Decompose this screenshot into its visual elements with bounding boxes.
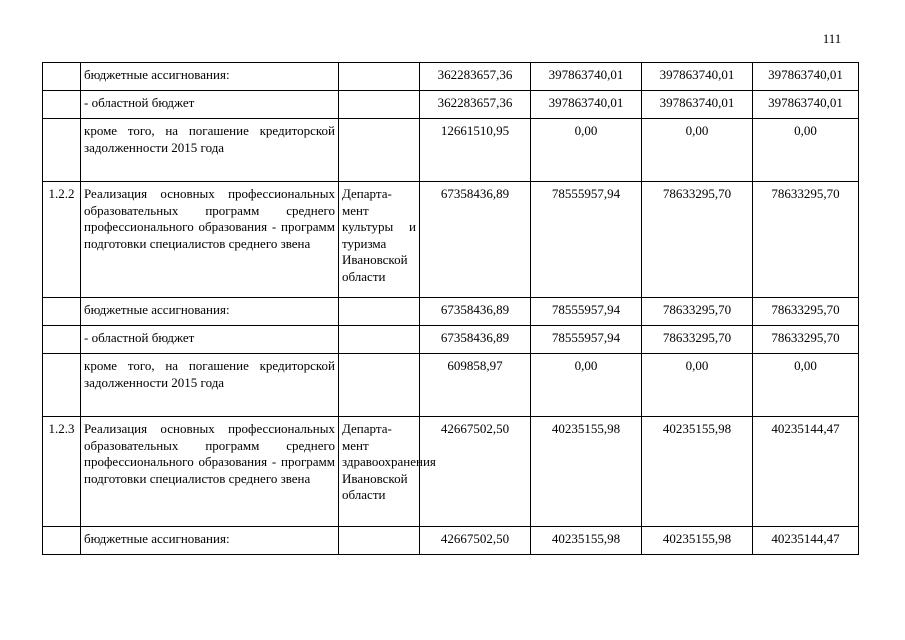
row-department <box>339 354 420 417</box>
row-code: 1.2.2 <box>43 182 81 298</box>
row-code <box>43 298 81 326</box>
table-row <box>43 182 859 298</box>
value-cell: 0,00 <box>531 354 642 417</box>
value-cell: 78555957,94 <box>531 326 642 354</box>
table-row <box>43 298 859 326</box>
value-cell: 0,00 <box>531 119 642 182</box>
row-description: бюджетные ассигнования: <box>81 63 339 91</box>
row-description: кроме того, на погашение кредиторской задолженности 2015 года <box>81 119 339 182</box>
row-code <box>43 91 81 119</box>
row-code <box>43 326 81 354</box>
budget-table <box>42 62 859 555</box>
row-description: бюджетные ассигнования: <box>81 298 339 326</box>
value-cell: 397863740,01 <box>642 91 753 119</box>
row-department <box>339 298 420 326</box>
row-description: - областной бюджет <box>81 91 339 119</box>
page-number: 111 <box>822 31 842 46</box>
value-cell: 78555957,94 <box>531 298 642 326</box>
row-department <box>339 63 420 91</box>
value-cell: 67358436,89 <box>420 182 531 298</box>
row-description: Реализация основных профессиональных образовательных программ среднего профессионального образования - программ подготовки специалистов среднего звена <box>81 417 339 527</box>
value-cell: 78633295,70 <box>642 298 753 326</box>
value-cell: 40235155,98 <box>642 527 753 555</box>
value-cell: 40235155,98 <box>531 527 642 555</box>
value-cell: 67358436,89 <box>420 326 531 354</box>
value-cell: 40235144,47 <box>753 527 859 555</box>
value-cell: 0,00 <box>642 119 753 182</box>
value-cell: 0,00 <box>753 354 859 417</box>
row-description: кроме того, на погашение кредиторской задолженности 2015 года <box>81 354 339 417</box>
row-description: Реализация основных профессиональных образовательных программ среднего профессионального образования - программ подготовки специалистов среднего звена <box>81 182 339 298</box>
value-cell: 40235155,98 <box>642 417 753 527</box>
value-cell: 397863740,01 <box>753 63 859 91</box>
value-cell: 78633295,70 <box>753 298 859 326</box>
table-row <box>43 91 859 119</box>
value-cell: 42667502,50 <box>420 527 531 555</box>
value-cell: 397863740,01 <box>753 91 859 119</box>
value-cell: 397863740,01 <box>531 63 642 91</box>
row-code: 1.2.3 <box>43 417 81 527</box>
table-row <box>43 119 859 182</box>
table-row <box>43 527 859 555</box>
row-code <box>43 354 81 417</box>
value-cell: 78633295,70 <box>642 182 753 298</box>
value-cell: 0,00 <box>753 119 859 182</box>
row-department <box>339 91 420 119</box>
row-description: - областной бюджет <box>81 326 339 354</box>
value-cell: 0,00 <box>642 354 753 417</box>
value-cell: 42667502,50 <box>420 417 531 527</box>
row-department <box>339 527 420 555</box>
row-department <box>339 326 420 354</box>
row-code <box>43 119 81 182</box>
row-code <box>43 63 81 91</box>
value-cell: 78633295,70 <box>642 326 753 354</box>
value-cell: 40235155,98 <box>531 417 642 527</box>
row-description: бюджетные ассигнования: <box>81 527 339 555</box>
value-cell: 67358436,89 <box>420 298 531 326</box>
row-department: Департа-мент культуры и туризма Ивановской области <box>339 182 420 298</box>
table-row <box>43 417 859 527</box>
row-department <box>339 119 420 182</box>
table-row <box>43 326 859 354</box>
value-cell: 609858,97 <box>420 354 531 417</box>
value-cell: 78555957,94 <box>531 182 642 298</box>
value-cell: 40235144,47 <box>753 417 859 527</box>
value-cell: 12661510,95 <box>420 119 531 182</box>
table-row <box>43 354 859 417</box>
row-code <box>43 527 81 555</box>
value-cell: 78633295,70 <box>753 326 859 354</box>
value-cell: 78633295,70 <box>753 182 859 298</box>
value-cell: 397863740,01 <box>531 91 642 119</box>
value-cell: 397863740,01 <box>642 63 753 91</box>
row-department: Департа-мент здравоохранения Ивановской области <box>339 417 420 527</box>
value-cell: 362283657,36 <box>420 91 531 119</box>
table-row <box>43 63 859 91</box>
value-cell: 362283657,36 <box>420 63 531 91</box>
